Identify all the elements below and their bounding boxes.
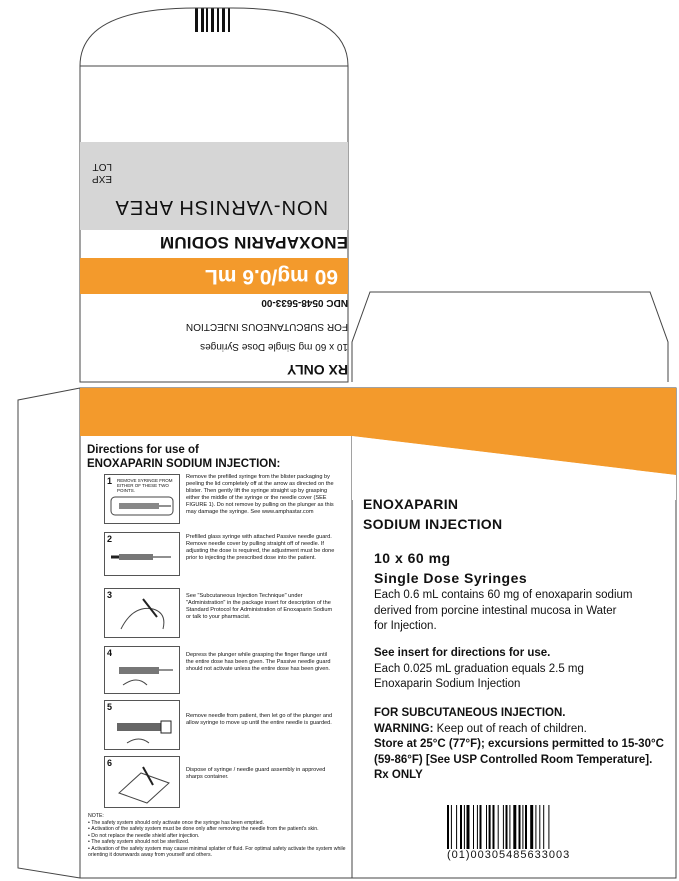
barcode-bar (447, 805, 449, 849)
rx-only: Rx ONLY (374, 769, 423, 781)
barcode-bar (535, 805, 536, 849)
flap-drug-name: ENOXAPARIN SODIUM (159, 233, 348, 252)
barcode-bar (498, 805, 499, 849)
directions-title-line2: ENOXAPARIN SODIUM INJECTION: (87, 458, 281, 470)
product-name (363, 494, 502, 534)
note-item: • Do not replace the needle shield after injection. (88, 832, 200, 839)
storage-info (374, 706, 674, 784)
step-4-figure (104, 646, 180, 694)
non-varnish-area (80, 142, 348, 230)
step-2-text: Prefilled glass syringe with attached Passive needle guard. Remove needle cover by pulling straight off of needle. If adjusting the dose is required, the adjustment must be done prior to injecting the prescribed dose into the patient. (186, 534, 335, 561)
barcode-bar (539, 805, 540, 849)
description-line1: Each 0.6 mL contains 60 mg of enoxaparin sodium (374, 589, 633, 601)
product-name-line2: SODIUM INJECTION (363, 516, 503, 532)
package-count (374, 548, 527, 588)
step-number: 5 (107, 702, 113, 712)
hand-injection-icon (113, 595, 175, 635)
step-3-figure (104, 588, 180, 638)
barcode-bar (548, 805, 549, 849)
route-note: FOR SUBCUTANEOUS INJECTION. (374, 707, 566, 719)
description-line2: derived from porcine intestinal mucosa in Water (374, 604, 617, 617)
note-item: • Activation of the safety system must be done only after removing the needle from the patient's skin. (88, 826, 319, 832)
sharps-container-icon (113, 763, 175, 805)
barcode-bar (493, 805, 495, 849)
note-item: • Activation of the safety system may cause minimal splatter of fluid. For optimal safety activate the system while orienting it downwards away from yourself and others. (88, 845, 346, 858)
barcode-bar (473, 805, 474, 849)
notes-block (88, 813, 348, 859)
barcode-bar (509, 805, 510, 849)
storage-line1: Store at 25°C (77°F); excursions permitted to 15-30°C (374, 738, 664, 750)
insert-info (374, 646, 674, 693)
description (374, 588, 674, 635)
warning-line: WARNING: Keep out of reach of children. (374, 722, 587, 735)
barcode-bar (522, 805, 523, 849)
barcode-text: (01)00305485633003 (447, 849, 571, 861)
package-count-line2: Single Dose Syringes (374, 570, 528, 586)
barcode-bar (460, 805, 462, 849)
step-6-figure (104, 756, 180, 808)
barcode (447, 805, 573, 849)
non-varnish-label: NON-VARNISH AREA (114, 196, 328, 218)
exp-label: EXP (92, 173, 113, 184)
step-1-figure (104, 474, 180, 524)
top-flap (80, 140, 348, 378)
needle-guard-icon (113, 709, 175, 747)
barcode-bar (503, 805, 504, 849)
product-name-line1: ENOXAPARIN (363, 496, 459, 512)
barcode-bar (467, 805, 470, 849)
barcode-bar (486, 805, 487, 849)
note-item: • The safety system should only activate once the syringe has been emptied. (88, 819, 264, 826)
description-line3: for Injection. (374, 620, 437, 632)
syringe-icon (111, 545, 175, 569)
barcode-bar (477, 805, 478, 849)
step-5-text: Remove needle from patient, then let go of the plunger and allow syringe to move up until the entire needle is guarded. (186, 713, 333, 726)
barcode-bar (519, 805, 521, 849)
flap-count: 10 x 60 mg Single Dose Syringes (200, 341, 348, 352)
directions-title (87, 443, 280, 471)
package-count-line1: 10 x 60 mg (374, 550, 451, 566)
step-number: 6 (107, 758, 113, 768)
step-number: 4 (107, 648, 113, 658)
step-3-text: See "Subcutaneous Injection Technique" under "Administration" in the package insert for description of the Standard Protocol for Administration of Enoxaparin Sodium or talk to your pharmacist. (186, 593, 333, 620)
step-6-text: Dispose of syringe / needle guard assembly in approved sharps container. (186, 767, 326, 780)
step-number: 3 (107, 590, 113, 600)
flap-dose-banner: 60 mg/0.6 mL (80, 258, 348, 294)
graduation-line1: Each 0.025 mL graduation equals 2.5 mg (374, 662, 584, 675)
blister-syringe-icon (109, 491, 175, 521)
barcode-bar (513, 805, 516, 849)
barcode-bar (451, 805, 452, 849)
storage-line2: (59-86°F) [See USP Controlled Room Temperature]. (374, 753, 653, 766)
flap-ndc: NDC 0548-5633-00 (261, 297, 348, 308)
step1-figure-label: REMOVE SYRINGE FROM EITHER OF THESE TWO POINTS. (117, 478, 173, 493)
barcode-bar (456, 805, 457, 849)
barcode-bar (480, 805, 482, 849)
step-4-text: Depress the plunger while grasping the finger flange until the entire dose has been given. The Passive needle guard should not activate unless the entire dose has been given. (186, 652, 331, 672)
lot-label: LOT (92, 161, 113, 172)
barcode-bar (506, 805, 508, 849)
barcode-bar (489, 805, 491, 849)
flap-rx-only: RX ONLY (287, 362, 348, 378)
insert-note: See insert for directions for use. (374, 647, 551, 659)
graduation-line2: Enoxaparin Sodium Injection (374, 678, 521, 690)
lot-exp-block (92, 160, 112, 184)
step-5-figure (104, 700, 180, 750)
note-item: • The safety system should not be sterilized. (88, 839, 190, 845)
barcode-bar (530, 805, 533, 849)
flap-route: FOR SUBCUTANEOUS INJECTION (185, 321, 348, 332)
plunger-press-icon (113, 653, 175, 691)
step-2-figure (104, 532, 180, 576)
directions-title-line1: Directions for use of (87, 444, 199, 456)
barcode-bar (525, 805, 527, 849)
step-number: 1 (107, 476, 113, 486)
barcode-bar (464, 805, 465, 849)
step-number: 2 (107, 534, 113, 544)
notes-title: NOTE: (88, 813, 104, 819)
barcode-bar (543, 805, 544, 849)
step-1-text: Remove the prefilled syringe from the blister packaging by peeling the lid completely off at the arrow as directed on the blister. Then gently lift the syringe straight up by grasping either the middle of the syringe or the needle cover (SEE FIGURE 1). Do not remove by pulling on the plunger as this may damage the syringe. See www.amphastar.com (186, 474, 334, 515)
